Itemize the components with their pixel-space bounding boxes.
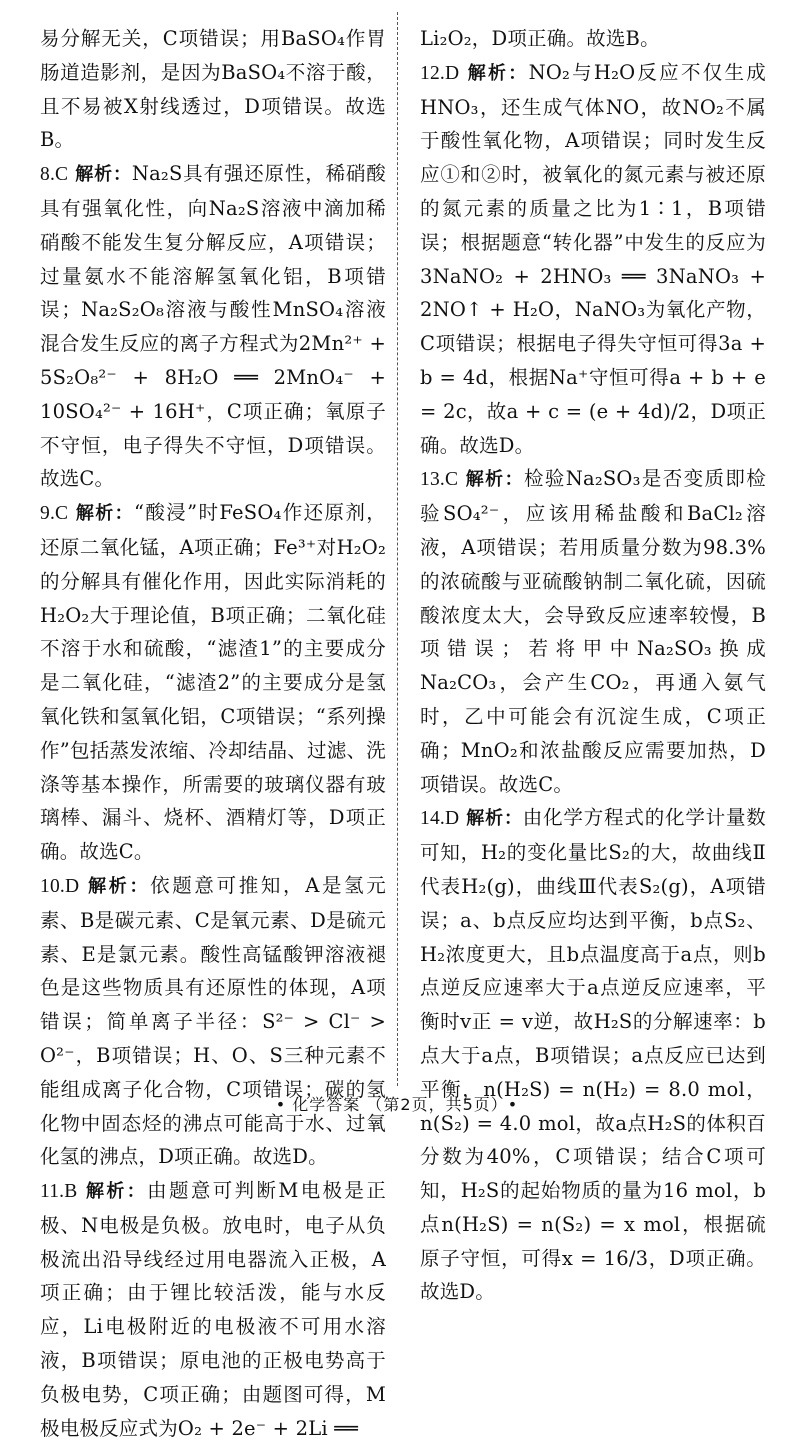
page-footer: [0, 1092, 794, 1115]
analysis-label: 解析：: [466, 808, 523, 830]
question-number: 13.C: [420, 469, 459, 491]
analysis-text: 依题意可推知，A是氢元素、B是碳元素、C是氧元素、D是硫元素、E是氯元素。酸性高锰酸钾溶液褪色是这些物质具有还原性的体现，A项错误；简单离子半径：S²⁻ > Cl⁻ > O²⁻，B项错误；H、O、S三种元素不能组成离子化合物，C项错误；碳的氢化物中固态烃的沸点可能高于水、过氧化氢的沸点，D项正确。故选D。: [40, 873, 386, 1169]
analysis-label: 解析：: [465, 469, 524, 491]
analysis-label: 解析：: [75, 164, 132, 186]
answer-10: [40, 869, 386, 1174]
analysis-text: NO₂与H₂O反应不仅生成HNO₃，还生成气体NO，故NO₂不属于酸性氧化物，A项错误；同时发生反应①和②时，被氧化的氮元素与被还原的氮元素的质量之比为1∶1，B项错误；根据题意“转化器”中发生的反应为 3NaNO₂ + 2HNO₃ ══ 3NaNO₃ + 2NO↑ + H₂O，NaNO₃为氧化产物，C项错误；根据电子得失守恒可得3a + b = 4d，根据Na⁺守恒可得a + b + e = 2c，故a + c = (e + 4d)/2，D项正确。故选D。: [420, 60, 766, 457]
answer-11: [40, 1174, 386, 1445]
analysis-text: Na₂S具有强还原性，稀硝酸具有强氧化性，向Na₂S溶液中滴加稀硝酸不能发生复分解反应，A项错误；过量氨水不能溶解氢氧化铝，B项错误；Na₂S₂O₈溶液与酸性MnSO₄溶液混合发生反应的离子方程式为2Mn²⁺ + 5S₂O₈²⁻ + 8H₂O ══ 2MnO₄⁻ + 10SO₄²⁻ + 16H⁺，C项正确；氧原子不守恒，电子得失不守恒，D项错误。故选C。: [40, 162, 386, 491]
analysis-text: 由化学方程式的化学计量数可知，H₂的变化量比S₂的大，故曲线Ⅱ代表H₂(g)，曲线Ⅲ代表S₂(g)，A项错误；a、b点反应均达到平衡，b点S₂、H₂浓度更大，且b点温度高于a点，则b点逆反应速率大于a点逆反应速率，平衡时v正 = v逆，故H₂S的分解速率：b点大于a点，B项错误；a点反应已达到平衡，n(H₂S) = n(H₂) = 8.0 mol，n(S₂) = 4.0 mol，故a点H₂S的体积百分数为40%，C项错误；结合C项可知，H₂S的起始物质的量为16 mol，b点n(H₂S) = n(S₂) = x mol，根据硫原子守恒，可得x = 16/3，D项正确。故选D。: [420, 806, 766, 1304]
question-number: 12.D: [420, 62, 460, 84]
question-number: 14.D: [420, 808, 460, 830]
answer-14: [420, 801, 766, 1309]
analysis-text: “酸浸”时FeSO₄作还原剂，还原二氧化锰，A项正确；Fe³⁺对H₂O₂的分解具有催化作用，因此实际消耗的H₂O₂大于理论值，B项正确；二氧化硅不溶于水和硫酸，“滤渣1”的主要成分是二氧化硅，“滤渣2”的主要成分是氢氧化铁和氢氧化铝，C项错误；“系列操作”包括蒸发浓缩、冷却结晶、过滤、洗涤等基本操作，所需要的玻璃仪器有玻璃棒、漏斗、烧杯、酒精灯等，D项正确。故选C。: [40, 501, 386, 864]
left-column: [40, 22, 386, 1445]
footer-text: • 化学答案 （第2页，共5页）•: [275, 1095, 519, 1114]
answer-12: [420, 56, 766, 463]
continued-answer: Li₂O₂，D项正确。故选B。: [420, 27, 660, 50]
question-number: 10.D: [40, 875, 80, 897]
question-number: 9.C: [40, 503, 69, 525]
analysis-label: 解析：: [88, 875, 151, 897]
column-divider: [397, 12, 398, 1086]
analysis-text: 由题意可判断M电极是正极、N电极是负极。放电时，电子从负极流出沿导线经过用电器流入正极，A项正确；由于锂比较活泼，能与水反应，Li电极附近的电极液不可用水溶液，B项错误；原电池的正极电势高于负极电势，C项正确；由题图可得，M极电极反应式为O₂ + 2e⁻ + 2Li ══: [40, 1179, 386, 1440]
right-column: [420, 22, 766, 1309]
answer-13: [420, 462, 766, 801]
continued-answer: 易分解无关，C项错误；用BaSO₄作胃肠道造影剂，是因为BaSO₄不溶于酸，且不易被X射线透过，D项错误。故选B。: [40, 27, 386, 152]
analysis-label: 解析：: [86, 1181, 148, 1203]
analysis-label: 解析：: [75, 503, 134, 525]
analysis-label: 解析：: [467, 62, 529, 84]
question-number: 11.B: [40, 1181, 78, 1203]
analysis-text: 检验Na₂SO₃是否变质即检验SO₄²⁻，应该用稀盐酸和BaCl₂溶液，A项错误；若用质量分数为98.3%的浓硫酸与亚硫酸钠制二氧化硫，因硫酸浓度太大，会导致反应速率较慢，B项错误；若将甲中Na₂SO₃换成Na₂CO₃，会产生CO₂，再通入氨气时，乙中可能会有沉淀生成，C项正确；MnO₂和浓盐酸反应需要加热，D项错误。故选C。: [420, 467, 766, 796]
answer-8: [40, 157, 386, 496]
answer-9: [40, 496, 386, 869]
question-number: 8.C: [40, 164, 69, 186]
